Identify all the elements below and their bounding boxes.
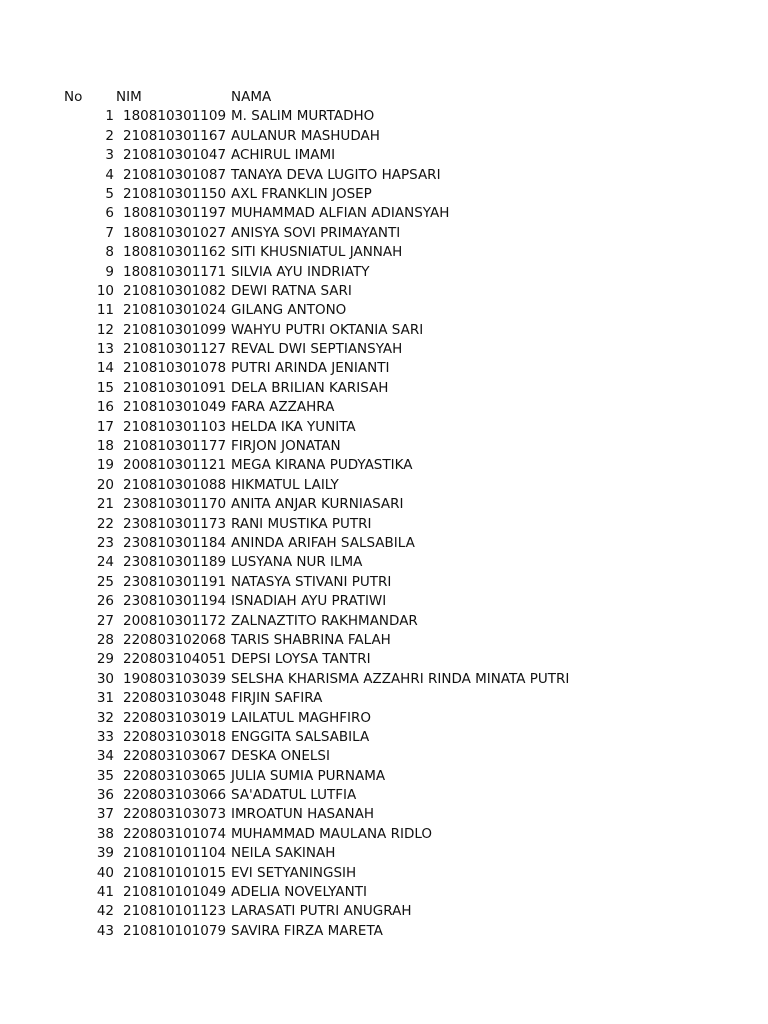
cell-nama: FARA AZZAHRA (231, 399, 335, 416)
cell-no: 40 (96, 864, 114, 881)
cell-nim: 220803102068 (123, 631, 227, 648)
cell-nama: ADELIA NOVELYANTI (231, 884, 367, 901)
table-row (0, 301, 768, 320)
student-list-table (0, 88, 768, 941)
cell-nim: 210810301103 (123, 418, 227, 435)
cell-no: 28 (96, 631, 114, 648)
cell-nim: 230810301189 (123, 554, 227, 571)
table-row (0, 204, 768, 223)
cell-nim: 220803104051 (123, 651, 227, 668)
table-row (0, 495, 768, 514)
cell-nama: GILANG ANTONO (231, 302, 347, 319)
cell-nama: SA'ADATUL LUTFIA (231, 787, 357, 804)
cell-no: 7 (105, 224, 114, 241)
cell-no: 5 (105, 185, 114, 202)
cell-nim: 180810301027 (123, 224, 227, 241)
table-row (0, 805, 768, 824)
cell-no: 41 (96, 884, 114, 901)
cell-no: 32 (96, 709, 114, 726)
cell-no: 39 (96, 845, 114, 862)
cell-nim: 220803103066 (123, 787, 227, 804)
cell-nama: ANINDA ARIFAH SALSABILA (231, 534, 415, 551)
cell-nim: 230810301173 (123, 515, 227, 532)
cell-no: 10 (96, 282, 114, 299)
cell-no: 26 (96, 593, 114, 610)
table-row (0, 767, 768, 786)
cell-no: 23 (96, 534, 114, 551)
cell-nim: 200810301121 (123, 457, 227, 474)
cell-nim: 210810301049 (123, 399, 227, 416)
cell-no: 21 (96, 496, 114, 513)
table-row (0, 146, 768, 165)
table-row (0, 592, 768, 611)
table-row (0, 515, 768, 534)
cell-no: 29 (96, 651, 114, 668)
cell-no: 17 (96, 418, 114, 435)
cell-nim: 210810301150 (123, 185, 227, 202)
cell-nim: 220803103067 (123, 748, 227, 765)
cell-nim: 210810301088 (123, 476, 227, 493)
cell-no: 25 (96, 573, 114, 590)
table-row (0, 340, 768, 359)
cell-nim: 210810301082 (123, 282, 227, 299)
cell-nim: 180810301197 (123, 205, 227, 222)
table-row (0, 650, 768, 669)
cell-no: 43 (96, 922, 114, 939)
table-row (0, 398, 768, 417)
cell-nama: TARIS SHABRINA FALAH (231, 631, 391, 648)
cell-no: 1 (105, 108, 114, 125)
cell-nama: EVI SETYANINGSIH (231, 864, 357, 881)
cell-nim: 210810101015 (123, 864, 227, 881)
cell-nama: MEGA KIRANA PUDYASTIKA (231, 457, 413, 474)
table-row (0, 573, 768, 592)
cell-no: 33 (96, 728, 114, 745)
cell-nama: DEWI RATNA SARI (231, 282, 352, 299)
table-row (0, 534, 768, 553)
cell-nim: 210810101123 (123, 903, 227, 920)
cell-nama: HELDA IKA YUNITA (231, 418, 356, 435)
cell-nama: PUTRI ARINDA JENIANTI (231, 360, 390, 377)
cell-no: 8 (105, 244, 114, 261)
cell-no: 11 (96, 302, 114, 319)
cell-nama: DESKA ONELSI (231, 748, 330, 765)
cell-nama: HIKMATUL LAILY (231, 476, 339, 493)
table-header-row (0, 88, 768, 107)
table-row (0, 359, 768, 378)
cell-nim: 210810301099 (123, 321, 227, 338)
table-row (0, 437, 768, 456)
table-row (0, 631, 768, 650)
table-row (0, 476, 768, 495)
table-row (0, 883, 768, 902)
table-body (0, 107, 768, 941)
table-row (0, 282, 768, 301)
cell-no: 15 (96, 379, 114, 396)
cell-no: 4 (105, 166, 114, 183)
table-row (0, 107, 768, 126)
cell-nim: 180810301109 (123, 108, 227, 125)
cell-nama: FIRJON JONATAN (231, 438, 341, 455)
cell-nim: 210810301087 (123, 166, 227, 183)
cell-no: 37 (96, 806, 114, 823)
cell-nama: SELSHA KHARISMA AZZAHRI RINDA MINATA PUTRI (231, 670, 570, 687)
cell-no: 19 (96, 457, 114, 474)
table-row (0, 786, 768, 805)
cell-nim: 200810301172 (123, 612, 227, 629)
cell-no: 3 (105, 147, 114, 164)
cell-no: 20 (96, 476, 114, 493)
cell-nim: 180810301171 (123, 263, 227, 280)
cell-nama: JULIA SUMIA PURNAMA (231, 767, 386, 784)
cell-nim: 180810301162 (123, 244, 227, 261)
table-row (0, 825, 768, 844)
cell-nama: AULANUR MASHUDAH (231, 127, 380, 144)
table-row (0, 728, 768, 747)
cell-no: 24 (96, 554, 114, 571)
cell-nama: MUHAMMAD ALFIAN ADIANSYAH (231, 205, 450, 222)
cell-nama: ZALNAZTITO RAKHMANDAR (231, 612, 418, 629)
table-row (0, 321, 768, 340)
cell-no: 18 (96, 438, 114, 455)
table-row (0, 612, 768, 631)
column-header-no: No (64, 89, 83, 105)
cell-nama: M. SALIM MURTADHO (231, 108, 375, 125)
cell-nama: DEPSI LOYSA TANTRI (231, 651, 371, 668)
table-row (0, 127, 768, 146)
cell-no: 27 (96, 612, 114, 629)
cell-nim: 220803103018 (123, 728, 227, 745)
cell-nama: LAILATUL MAGHFIRO (231, 709, 372, 726)
cell-nim: 220803103073 (123, 806, 227, 823)
cell-no: 12 (96, 321, 114, 338)
cell-nim: 210810101079 (123, 922, 227, 939)
cell-nim: 190803103039 (123, 670, 227, 687)
cell-nama: ENGGITA SALSABILA (231, 728, 370, 745)
table-row (0, 902, 768, 921)
cell-no: 38 (96, 825, 114, 842)
cell-nama: SITI KHUSNIATUL JANNAH (231, 244, 403, 261)
cell-no: 34 (96, 748, 114, 765)
cell-no: 16 (96, 399, 114, 416)
table-row (0, 263, 768, 282)
cell-nama: IMROATUN HASANAH (231, 806, 375, 823)
cell-nim: 220803101074 (123, 825, 227, 842)
cell-nim: 210810301024 (123, 302, 227, 319)
cell-nim: 210810301127 (123, 341, 227, 358)
table-row (0, 456, 768, 475)
cell-no: 35 (96, 767, 114, 784)
column-header-nim: NIM (116, 89, 142, 105)
cell-nama: NEILA SAKINAH (231, 845, 336, 862)
cell-nama: NATASYA STIVANI PUTRI (231, 573, 392, 590)
cell-nama: ACHIRUL IMAMI (231, 147, 336, 164)
table-row (0, 747, 768, 766)
table-row (0, 243, 768, 262)
table-row (0, 166, 768, 185)
cell-no: 30 (96, 670, 114, 687)
cell-nim: 210810301091 (123, 379, 227, 396)
table-row (0, 864, 768, 883)
cell-nama: FIRJIN SAFIRA (231, 690, 323, 707)
cell-nama: ISNADIAH AYU PRATIWI (231, 593, 387, 610)
table-row (0, 844, 768, 863)
table-row (0, 670, 768, 689)
table-row (0, 224, 768, 243)
cell-nama: RANI MUSTIKA PUTRI (231, 515, 372, 532)
cell-nama: DELA BRILIAN KARISAH (231, 379, 389, 396)
cell-nim: 210810101049 (123, 884, 227, 901)
cell-nim: 220803103065 (123, 767, 227, 784)
cell-nama: SILVIA AYU INDRIATY (231, 263, 370, 280)
cell-no: 2 (105, 127, 114, 144)
table-row (0, 379, 768, 398)
column-header-nama: NAMA (231, 89, 272, 105)
table-row (0, 185, 768, 204)
cell-no: 42 (96, 903, 114, 920)
cell-no: 36 (96, 787, 114, 804)
cell-no: 6 (105, 205, 114, 222)
cell-no: 14 (96, 360, 114, 377)
cell-nim: 220803103048 (123, 690, 227, 707)
cell-nama: SAVIRA FIRZA MARETA (231, 922, 383, 939)
cell-nim: 230810301184 (123, 534, 227, 551)
cell-nama: REVAL DWI SEPTIANSYAH (231, 341, 403, 358)
cell-nim: 210810301047 (123, 147, 227, 164)
cell-no: 13 (96, 341, 114, 358)
cell-nim: 220803103019 (123, 709, 227, 726)
table-row (0, 553, 768, 572)
cell-no: 22 (96, 515, 114, 532)
cell-nim: 230810301194 (123, 593, 227, 610)
table-row (0, 689, 768, 708)
cell-nama: TANAYA DEVA LUGITO HAPSARI (231, 166, 441, 183)
cell-nim: 210810301177 (123, 438, 227, 455)
cell-no: 31 (96, 690, 114, 707)
cell-nama: ANISYA SOVI PRIMAYANTI (231, 224, 401, 241)
cell-nim: 210810101104 (123, 845, 227, 862)
cell-nama: MUHAMMAD MAULANA RIDLO (231, 825, 433, 842)
cell-nama: AXL FRANKLIN JOSEP (231, 185, 372, 202)
cell-nim: 210810301078 (123, 360, 227, 377)
cell-nim: 230810301191 (123, 573, 227, 590)
table-row (0, 418, 768, 437)
table-row (0, 922, 768, 941)
cell-nim: 210810301167 (123, 127, 227, 144)
cell-no: 9 (105, 263, 114, 280)
table-row (0, 709, 768, 728)
cell-nama: ANITA ANJAR KURNIASARI (231, 496, 404, 513)
cell-nama: WAHYU PUTRI OKTANIA SARI (231, 321, 424, 338)
cell-nim: 230810301170 (123, 496, 227, 513)
cell-nama: LARASATI PUTRI ANUGRAH (231, 903, 412, 920)
cell-nama: LUSYANA NUR ILMA (231, 554, 363, 571)
